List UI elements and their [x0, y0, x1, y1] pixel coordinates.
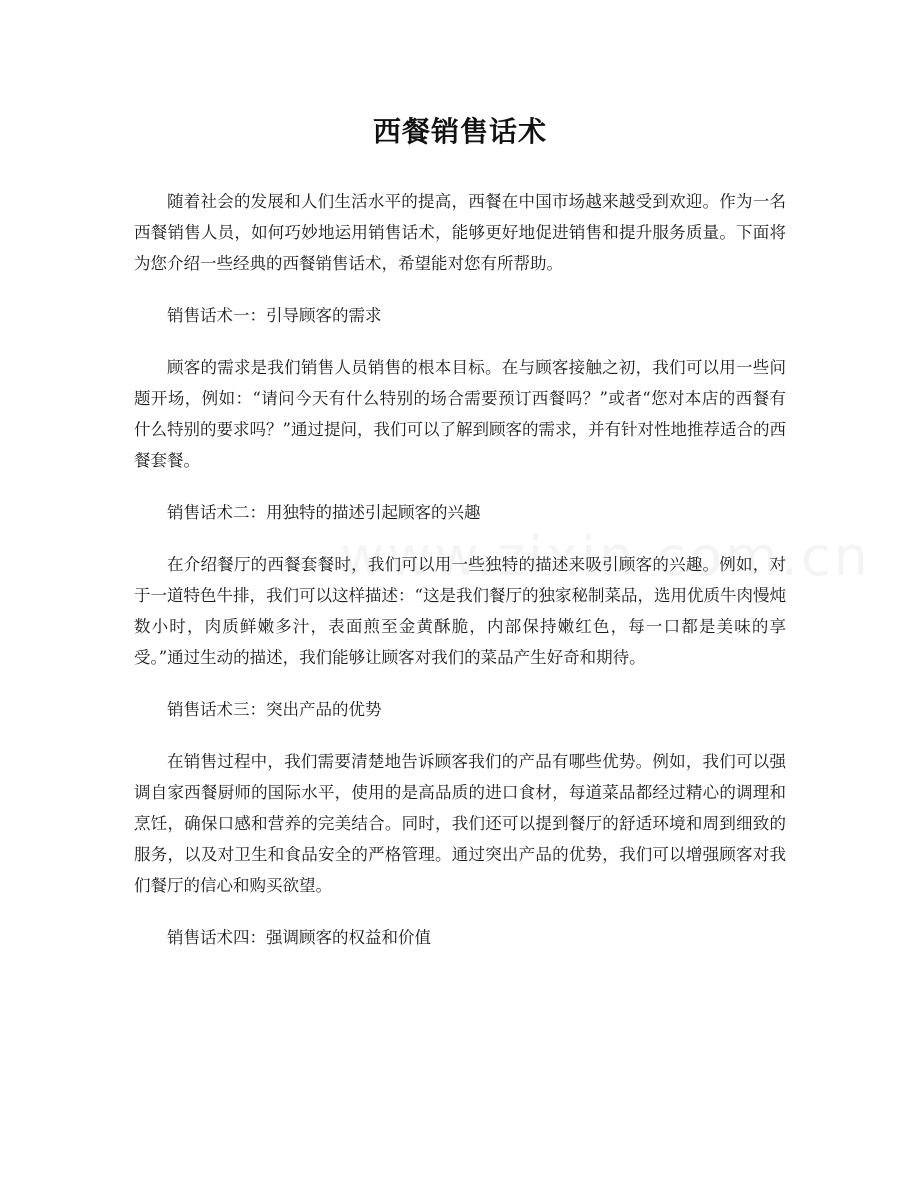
section-heading-1: 销售话术一：引导顾客的需求	[167, 306, 382, 325]
intro-paragraph: 随着社会的发展和人们生活水平的提高，西餐在中国市场越来越受到欢迎。作为一名西餐销售人员，如何巧妙地运用销售话术，能够更好地促进销售和提升服务质量。下面将为您介绍一些经典的西餐销售话术，希望能对您有所帮助。	[134, 192, 786, 273]
section-paragraph-2: 在介绍餐厅的西餐套餐时，我们可以用一些独特的描述来吸引顾客的兴趣。例如，对于一道特色牛排，我们可以这样描述：“这是我们餐厅的独家秘制菜品，选用优质牛肉慢炖数小时，肉质鲜嫩多汁，表面煎至金黄酥脆，内部保持嫩红色，每一口都是美味的享受。”通过生动的描述，我们能够让顾客对我们的菜品产生好奇和期待。	[134, 555, 786, 667]
section-paragraph-1: 顾客的需求是我们销售人员销售的根本目标。在与顾客接触之初，我们可以用一些问题开场，例如：“请问今天有什么特别的场合需要预订西餐吗？”或者“您对本店的西餐有什么特别的要求吗？”通过提问，我们可以了解到顾客的需求，并有针对性地推荐适合的西餐套餐。	[134, 358, 786, 470]
section-heading-3: 销售话术三：突出产品的优势	[167, 700, 382, 719]
document-title: 西餐销售话术	[372, 115, 547, 148]
section-heading-2: 销售话术二：用独特的描述引起顾客的兴趣	[167, 503, 481, 522]
section-heading-4: 销售话术四：强调顾客的权益和价值	[167, 928, 431, 947]
section-paragraph-3: 在销售过程中，我们需要清楚地告诉顾客我们的产品有哪些优势。例如，我们可以强调自家西餐厨师的国际水平，使用的是高品质的进口食材，每道菜品都经过精心的调理和烹饪，确保口感和营养的完美结合。同时，我们还可以提到餐厅的舒适环境和周到细致的服务，以及对卫生和食品安全的严格管理。通过突出产品的优势，我们可以增强顾客对我们餐厅的信心和购买欲望。	[134, 752, 786, 895]
